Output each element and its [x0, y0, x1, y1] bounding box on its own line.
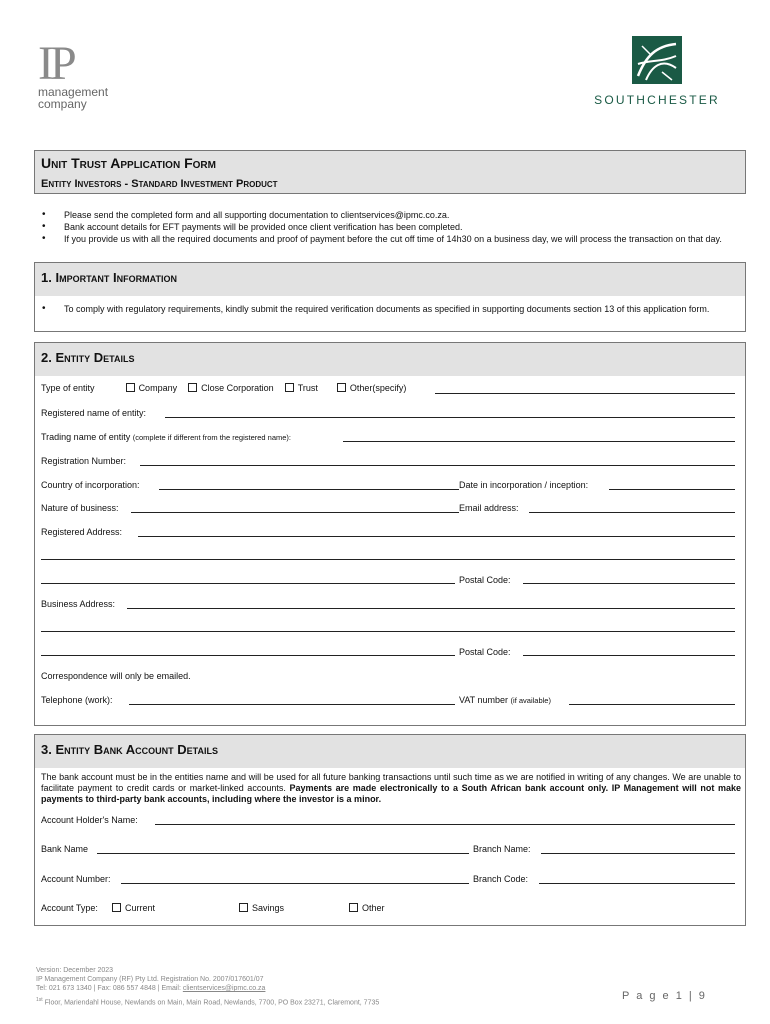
checkbox-icon[interactable]: [188, 383, 197, 392]
section-entity-details: [34, 342, 746, 726]
checkbox-icon[interactable]: [337, 383, 346, 392]
business-postal-code-field[interactable]: [523, 655, 735, 656]
account-number-field[interactable]: [121, 883, 469, 884]
checkbox-company[interactable]: Company: [126, 383, 178, 393]
checkbox-icon[interactable]: [285, 383, 294, 392]
section1-bullet: • To comply with regulatory requirements, kindly submit the required verification documents as specified in supporting documents section 13 of this application form.: [64, 303, 740, 315]
account-holder-field[interactable]: [155, 824, 735, 825]
entity-type-label: Type of entity: [41, 383, 95, 393]
page-number: P a g e 1 | 9: [622, 990, 707, 1002]
account-type-label: Account Type:: [41, 903, 98, 913]
footer-version: Version: December 2023: [36, 967, 114, 974]
section-header: [35, 735, 745, 768]
entity-type-row: [41, 383, 406, 393]
form-title-box: [34, 150, 746, 194]
nature-label: Nature of business:: [41, 503, 119, 513]
footer-email-link[interactable]: clientservices@ipmc.co.za: [182, 985, 266, 992]
postal-code-label: Postal Code:: [459, 575, 511, 585]
telephone-field[interactable]: [129, 704, 455, 705]
postal-code-label: Postal Code:: [459, 647, 511, 657]
registered-name-label: Registered name of entity:: [41, 408, 147, 418]
checkbox-trust[interactable]: Trust: [285, 383, 318, 393]
email-label: Email address:: [459, 503, 519, 513]
registration-number-label: Registration Number:: [41, 456, 127, 466]
southchester-logo: [572, 36, 742, 110]
nature-field[interactable]: [131, 512, 459, 513]
form-subtitle: Entity Investors - Standard Investment Product: [41, 178, 278, 190]
vat-label-row: VAT number (if available): [459, 695, 551, 705]
form-title: Unit Trust Application Form: [41, 155, 216, 171]
country-field[interactable]: [159, 489, 459, 490]
checkbox-close-corporation[interactable]: Close Corporation: [188, 383, 274, 393]
intro-bullet: • Please send the completed form and all supporting documentation to clientservices@ipmc.co.za.: [64, 209, 746, 221]
checkbox-current[interactable]: Current: [112, 903, 155, 913]
trading-name-field[interactable]: [343, 441, 735, 442]
trading-name-row: Trading name of entity (complete if different from the registered name):: [41, 432, 291, 442]
southchester-name: SOUTHCHESTER: [594, 93, 720, 107]
section-header: [35, 343, 745, 376]
footer-address: $^{1st}$ Floor, Mariendahl House, Newlands on Main, Main Road, Newlands, 7700, PO Box 23271, Claremont, 7735: [36, 997, 380, 1007]
footer: [36, 966, 379, 1007]
bank-name-field[interactable]: [97, 853, 469, 854]
checkbox-icon[interactable]: [126, 383, 135, 392]
registered-postal-code-field[interactable]: [523, 583, 735, 584]
business-address-field[interactable]: [127, 608, 735, 609]
branch-name-field[interactable]: [541, 853, 735, 854]
registered-address-field[interactable]: [138, 536, 735, 537]
date-incorporation-label: Date in incorporation / inception:: [459, 480, 589, 490]
footer-contact: Tel: 021 673 1340 | Fax: 086 557 4848 | Email: clientservices@ipmc.co.za: [36, 985, 266, 992]
registered-address-line-2[interactable]: [41, 559, 735, 560]
account-holder-label: Account Holder's Name:: [41, 815, 138, 825]
ip-management-logo: [38, 37, 148, 126]
bank-account-paragraph: The bank account must be in the entities name and will be used for all future banking transactions until such time as we are notified in writing of any changes. We are unable to facilitate payment to credit cards or market-linked accounts. Payments are made electronically to a South African bank account only. IP Management will not make payments to third-party bank accounts, including where the investor is a minor.: [41, 772, 741, 804]
registered-name-field[interactable]: [165, 417, 735, 418]
section-bank-account-details: [34, 734, 746, 926]
telephone-label: Telephone (work):: [41, 695, 113, 705]
checkbox-other-account[interactable]: Other: [349, 903, 385, 913]
business-address-line-2[interactable]: [41, 631, 735, 632]
registration-number-field[interactable]: [140, 465, 735, 466]
checkbox-icon[interactable]: [239, 903, 248, 912]
branch-code-field[interactable]: [539, 883, 735, 884]
country-label: Country of incorporation:: [41, 480, 140, 490]
southchester-emblem-icon: [632, 36, 682, 84]
correspondence-note: Correspondence will only be emailed.: [41, 671, 191, 681]
branch-code-label: Branch Code:: [473, 874, 529, 884]
checkbox-savings[interactable]: Savings: [239, 903, 284, 913]
intro-bullet: • Bank account details for EFT payments will be provided once client verification has been completed.: [64, 221, 746, 233]
section-title: 3. Entity Bank Account Details: [41, 742, 218, 757]
bank-name-label: Bank Name: [41, 844, 89, 854]
checkbox-other[interactable]: Other(specify): [337, 383, 407, 393]
branch-name-label: Branch Name:: [473, 844, 531, 854]
section-header: [35, 263, 745, 296]
section-title: 2. Entity Details: [41, 350, 135, 365]
email-field[interactable]: [529, 512, 735, 513]
registered-address-line-3[interactable]: [41, 583, 455, 584]
section1-bullets: [40, 303, 740, 315]
intro-bullets: [40, 209, 746, 245]
checkbox-icon[interactable]: [112, 903, 121, 912]
section-title: 1. Important Information: [41, 270, 177, 285]
checkbox-icon[interactable]: [349, 903, 358, 912]
business-address-label: Business Address:: [41, 599, 116, 609]
footer-company: IP Management Company (RF) Pty Ltd. Registration No. 2007/017601/07: [36, 976, 264, 983]
section-important-information: [34, 262, 746, 332]
ip-logo-line1: management: [38, 85, 109, 99]
ip-logo-mark: IP: [38, 37, 73, 90]
ip-logo-line2: company: [38, 97, 87, 111]
account-number-label: Account Number:: [41, 874, 111, 884]
registered-address-label: Registered Address:: [41, 527, 123, 537]
intro-bullet: • If you provide us with all the required documents and proof of payment before the cut off time of 14h30 on a business day, we will process the transaction on that day.: [64, 233, 746, 245]
business-address-line-3[interactable]: [41, 655, 455, 656]
other-specify-field[interactable]: [435, 393, 735, 394]
vat-field[interactable]: [569, 704, 735, 705]
date-incorporation-field[interactable]: [609, 489, 735, 490]
